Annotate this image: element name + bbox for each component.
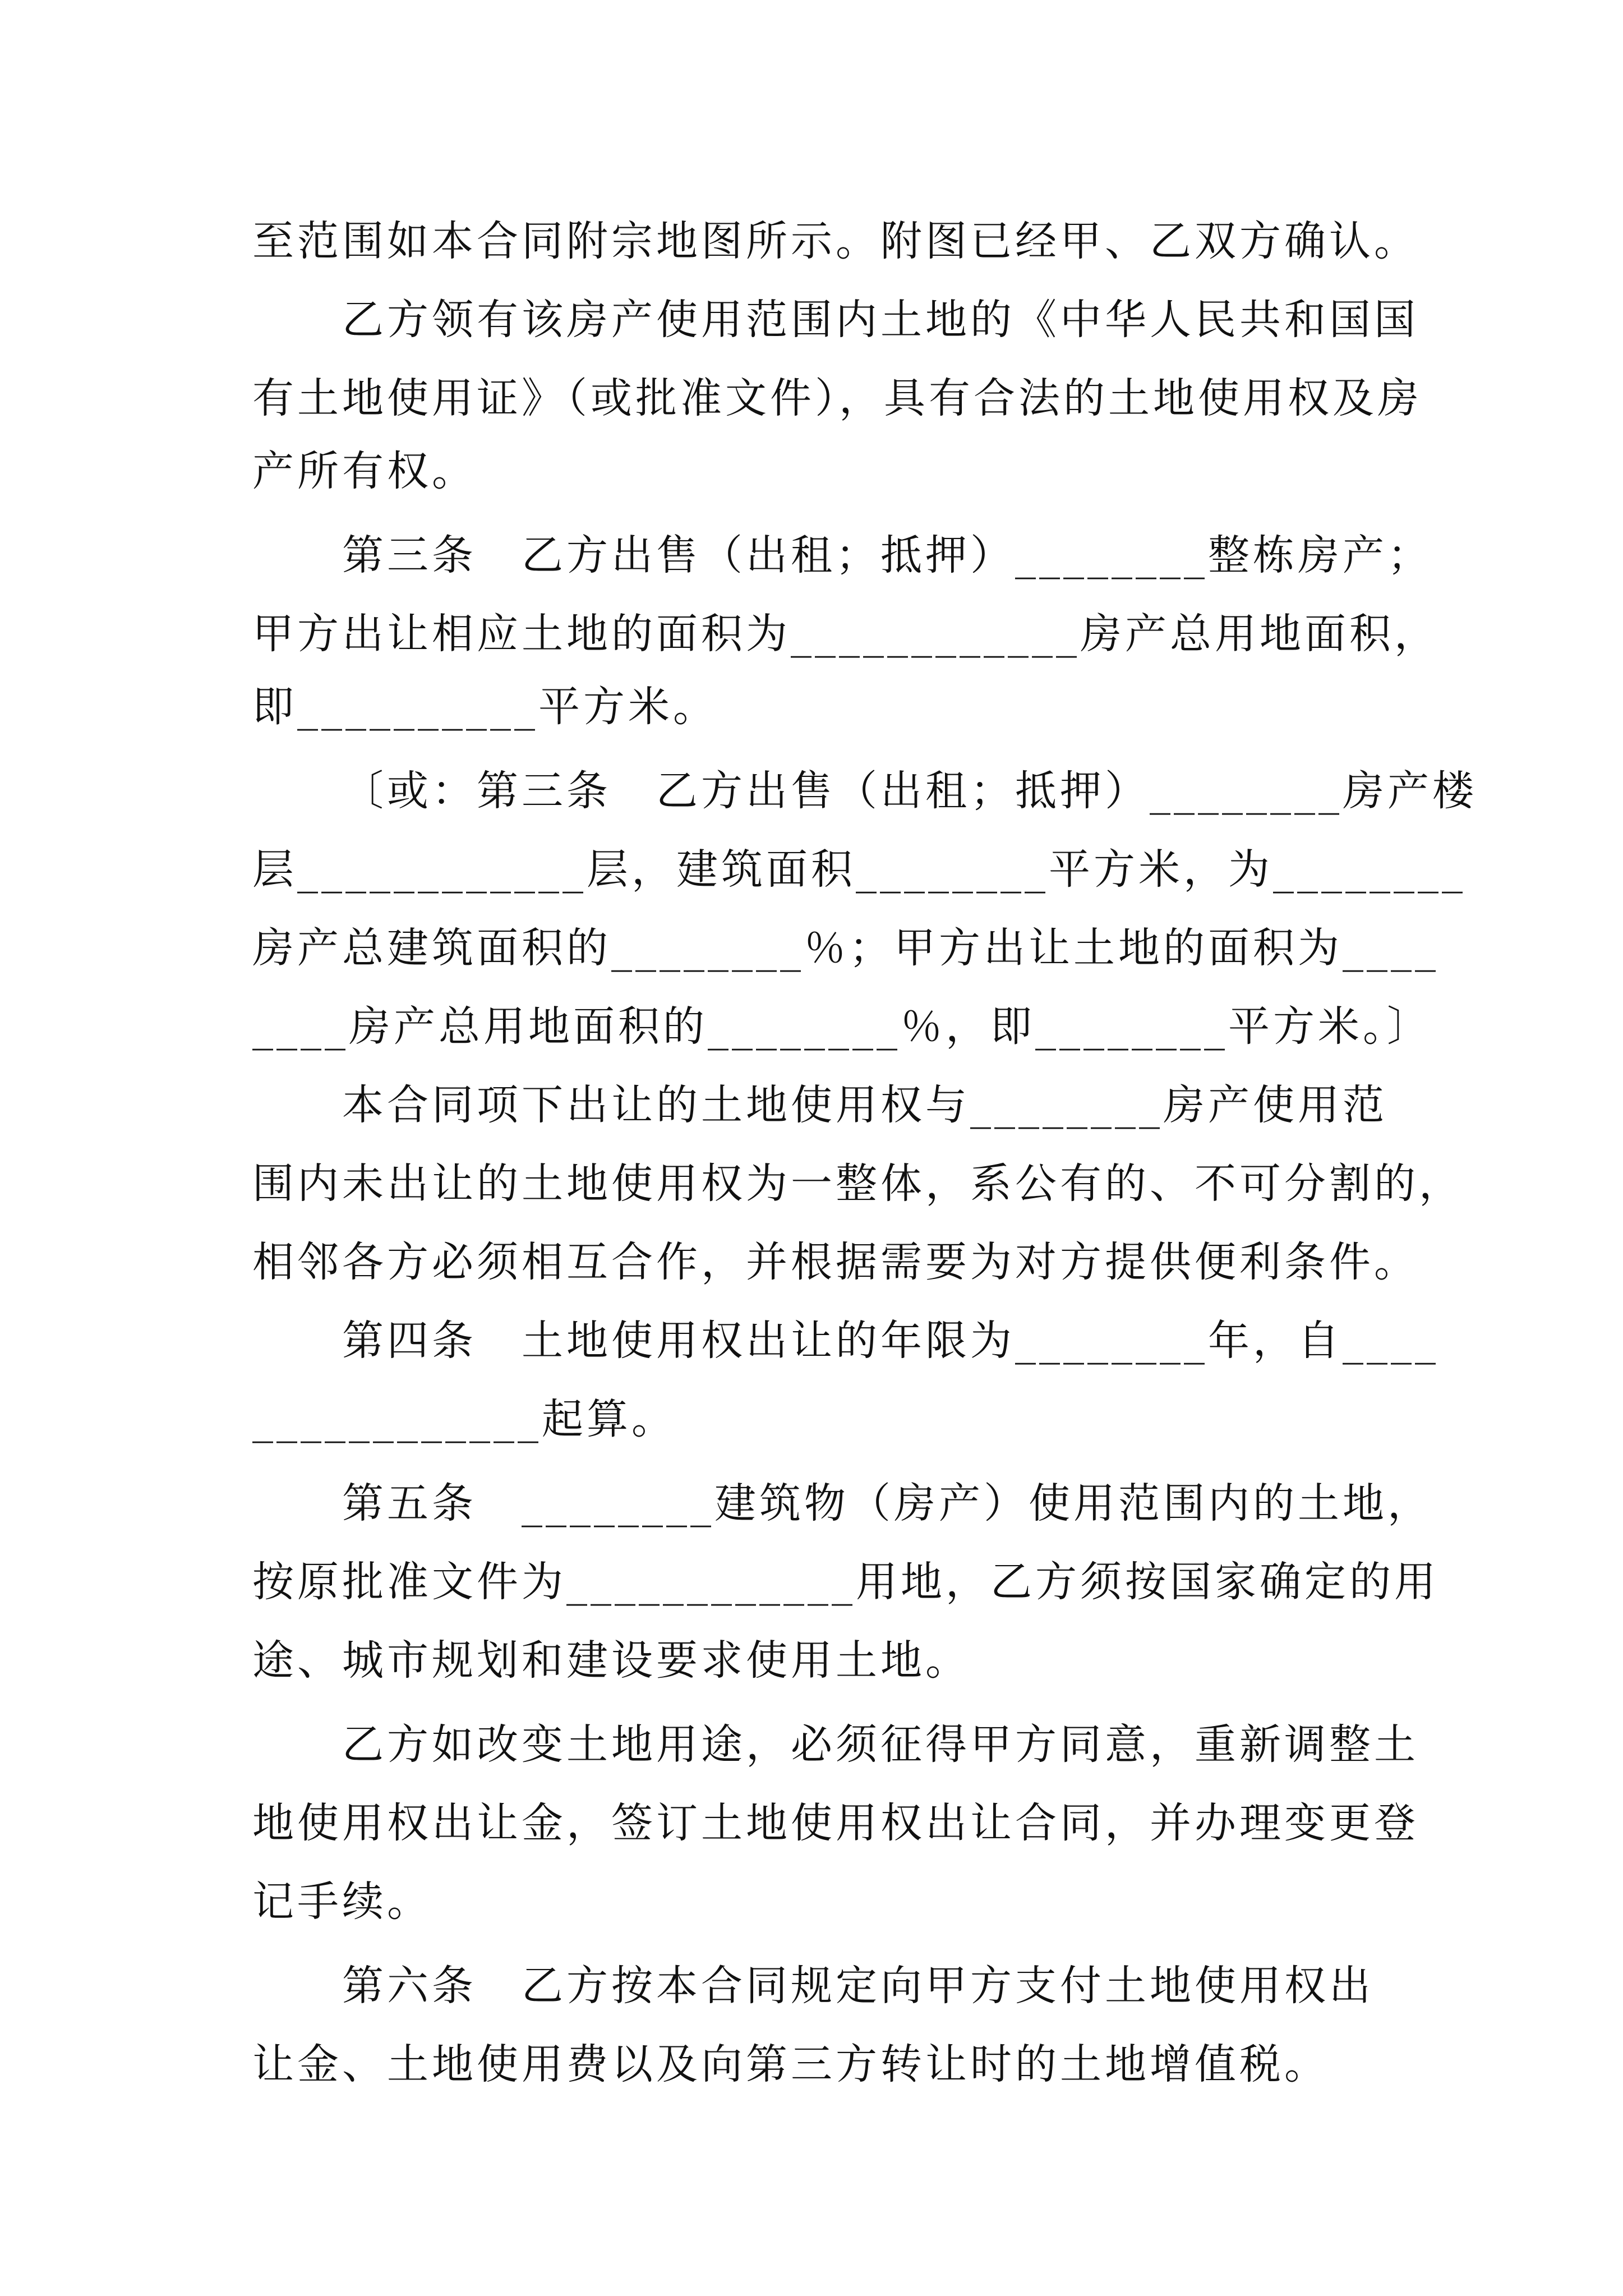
text-line: 甲方出让相应土地的面积为____________房产总用地面积， bbox=[252, 610, 1439, 658]
text-line: 地使用权出让金，签订土地使用权出让合同，并办理变更登 bbox=[252, 1799, 1419, 1847]
text-line: 产所有权。 bbox=[252, 447, 477, 495]
text-line: 房产总建筑面积的________％；甲方出让土地的面积为____ bbox=[252, 924, 1439, 972]
text-line: 即__________平方米。 bbox=[252, 683, 718, 731]
text-line: 相邻各方必须相互合作，并根据需要为对方提供便利条件。 bbox=[252, 1238, 1419, 1286]
text-line: ____________起算。 bbox=[252, 1395, 676, 1443]
paragraph-start: 乙方领有该房产使用范围内土地的《中华人民共和国国 bbox=[342, 296, 1419, 344]
alternative-article-3-line: 〔或：第三条 乙方出售（出租；抵押）________房产楼 bbox=[342, 767, 1477, 815]
text-line: 让金、土地使用费以及向第三方转让时的土地增值税。 bbox=[252, 2040, 1329, 2088]
paragraph-start: 本合同项下出让的土地使用权与________房产使用范 bbox=[342, 1081, 1387, 1129]
paragraph-start: 乙方如改变土地用途，必须征得甲方同意，重新调整土 bbox=[342, 1720, 1419, 1769]
article-3-heading-line: 第三条 乙方出售（出租；抵押）________整栋房产； bbox=[342, 531, 1432, 579]
article-4-heading-line: 第四条 土地使用权出让的年限为________年，自____ bbox=[342, 1317, 1439, 1365]
text-line: 层____________层，建筑面积________平方米，为________ bbox=[252, 845, 1466, 894]
article-6-heading-line: 第六条 乙方按本合同规定向甲方支付土地使用权出 bbox=[342, 1962, 1374, 2010]
text-line: 围内未出让的土地使用权为一整体，系公有的、不可分割的， bbox=[252, 1159, 1464, 1208]
text-line: 至范围如本合同附宗地图所示。附图已经甲、乙双方确认。 bbox=[252, 217, 1419, 265]
text-line: 按原批准文件为____________用地，乙方须按国家确定的用 bbox=[252, 1558, 1439, 1606]
text-line: ____房产总用地面积的________％，即________平方米。〕 bbox=[252, 1002, 1432, 1051]
text-line: 有土地使用证》（或批准文件），具有合法的土地使用权及房 bbox=[252, 374, 1422, 422]
article-5-heading-line: 第五条 ________建筑物（房产）使用范围内的土地， bbox=[342, 1479, 1432, 1527]
text-line: 记手续。 bbox=[252, 1878, 432, 1926]
text-line: 途、城市规划和建设要求使用土地。 bbox=[252, 1636, 970, 1685]
